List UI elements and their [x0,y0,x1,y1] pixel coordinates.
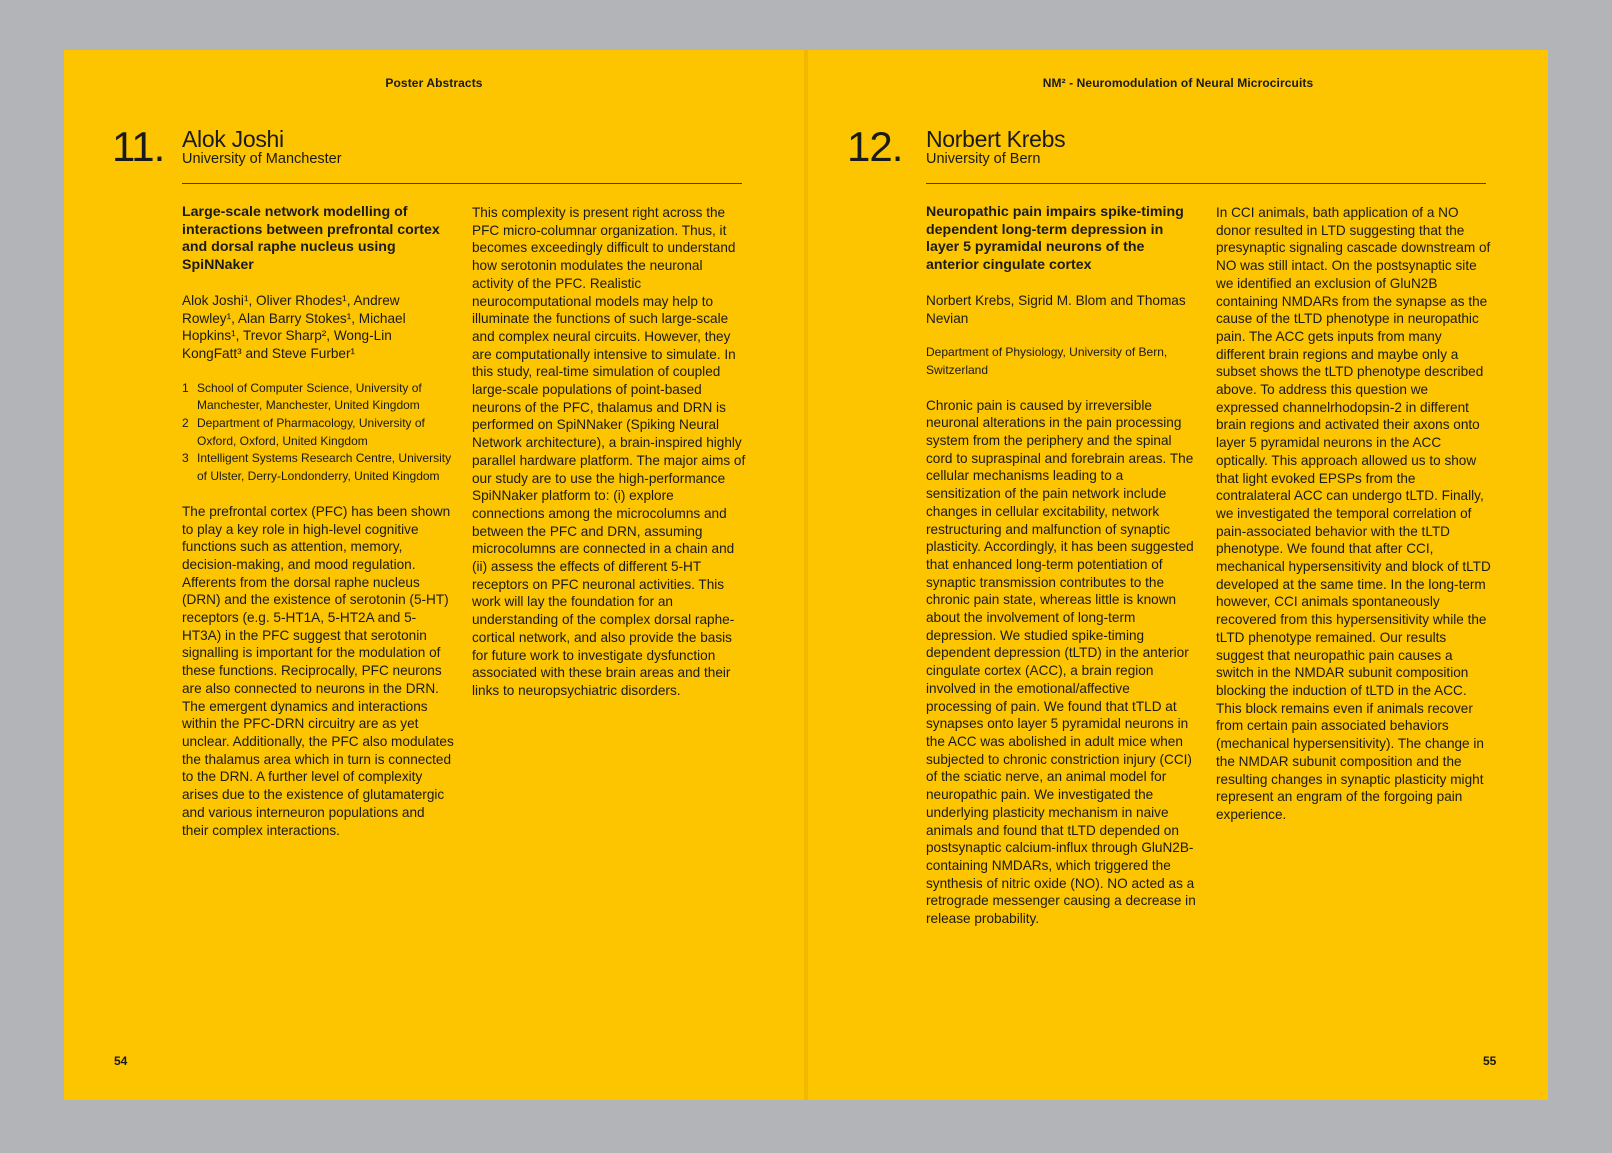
presenter-affiliation: University of Manchester [182,151,342,167]
abstract-body: The prefrontal cortex (PFC) has been shown to play a key role in high-level cognitive functions such as attention, memory, decision-making, and mood regulation. Afferents from the dorsal raphe nucleus (DRN) and the existence of serotonin (5-HT) receptors (e.g. 5-HT1A, 5-HT2A and 5-HT3A) in the PFC suggest that serotonin signalling is important for the modulation of these functions. Reciprocally, PFC neurons are also connected to neurons in the DRN. The emergent dynamics and interactions within the PFC-DRN circuitry are as yet unclear. Additionally, the PFC also modulates the thalamus area which in turn is connected to the DRN. A further level of complexity arises due to the existence of glutamatergic and various interneuron populations and their complex interactions. [182,503,454,838]
affiliation-item: 3 Intelligent Systems Research Centre, University of Ulster, Derry-Londonderry, United Kingdom [182,451,452,484]
presenter-name: Alok Joshi [182,126,284,152]
left-column-2 [472,204,747,700]
affiliation-item: 1 School of Computer Science, University of Manchester, Manchester, United Kingdom [182,380,422,413]
abstract-body-continued: This complexity is present right across the PFC micro-columnar organization. Thus, it becomes exceedingly difficult to understand how serotonin modulates the neuronal activity of the PFC. Realistic neurocomputational models may help to illuminate the functions of such large-scale and complex neural circuits. However, they are computationally intensive to simulate. In this study, real-time simulation of coupled large-scale populations of point-based neurons of the PFC, thalamus and DRN is performed on SpiNNaker (Spiking Neural Network architecture), a brain-inspired highly parallel hardware platform. The major aims of our study are to use the high-performance SpiNNaker platform to: (i) explore connections among the microcolumns and between the PFC and DRN, assuming microcolumns are connected in a chain and (ii) assess the effects of different 5-HT receptors on PFC neuronal activities. This work will lay the foundation for an understanding of the complex dorsal raphe- cortical network, and also provide the basis for future work to investigate dysfunction associated with these brain areas and their links to neuropsychiatric disorders. [472,205,746,698]
running-head: NM² - Neuromodulation of Neural Microcircuits [1042,76,1314,90]
affiliation-item: 2 Department of Pharmacology, University of Oxford, Oxford, United Kingdom [182,416,425,448]
page-number-right: 55 [1483,1054,1497,1068]
header-rule [182,183,742,184]
affiliation-list [182,380,454,486]
presenter-affiliation: University of Bern [926,151,1041,167]
author-list: Alok Joshi¹, Oliver Rhodes¹, Andrew Rowley¹, Alan Barry Stokes¹, Michael Hopkins¹, Trevor Sharp², Wong-Lin KongFatt³ and Steve Furber¹ [182,292,406,361]
running-head: Poster Abstracts [385,76,483,90]
abstract-body-continued: In CCI animals, bath application of a NO donor resulted in LTD suggesting that the presynaptic signaling cascade downstream of NO was still intact. On the postsynaptic site we identified an exclusion of GluN2B containing NMDARs from the synapse as the cause of the tLTD phenotype in neuropathic pain. The ACC gets inputs from many different brain regions and maybe only a subset shows the tLTD phenotype described above. To address this question we expressed channelrhodopsin-2 in different brain regions and activated their axons onto layer 5 pyramidal neurons in the ACC optically. This approach allowed us to show that light evoked EPSPs from the contralateral ACC can undergo tLTD. Finally, we investigated the temporal correlation of pain-associated behavior with the tLTD phenotype. We found that after CCI, mechanical hypersensitivity and block of tLTD developed at the same time. In the long-term however, CCI animals spontaneously recovered from this hypersensitivity while the tLTD phenotype remained. Our results suggest that neuropathic pain causes a switch in the NMDAR subunit composition blocking the induction of tLTD in the ACC. This block remains even if animals recover from certain pain associated behaviors (mechanical hypersensitivity). The change in the NMDAR subunit composition and the resulting changes in synaptic plasticity might represent an engram of the forgoing pain experience. [1216,205,1491,822]
abstract-number: 11. [112,123,165,170]
right-column-2 [1216,204,1491,824]
abstract-title: Neuropathic pain impairs spike-timing dependent long-term depression in layer 5 pyramidal neurons of the anterior cingulate cortex [926,204,1184,274]
author-list: Norbert Krebs, Sigrid M. Blom and Thomas Nevian [926,292,1186,326]
left-page [64,50,804,1100]
abstract-number: 12. [847,123,903,170]
presenter-name: Norbert Krebs [926,126,1066,152]
left-column-1 [182,204,454,839]
department: Department of Physiology, University of Bern, Switzerland [926,345,1168,377]
header-rule [926,183,1486,184]
page-number-left: 54 [114,1054,128,1068]
right-column-1 [926,204,1198,928]
abstract-body: Chronic pain is caused by irreversible neuronal alterations in the pain processing system from the periphery and the spinal cord to supraspinal and forebrain areas. The cellular mechanisms leading to a sensitization of the pain network include changes in cellular excitability, network restructuring and malfunction of synaptic plasticity. Accordingly, it has been suggested that enhanced long-term potentiation of synaptic transmission contributes to the chronic pain state, whereas little is known about the involvement of long-term depression. We studied spike-timing dependent depression (tLTD) in the anterior cingulate cortex (ACC), a brain region involved in the emotional/affective processing of pain. We found that tTLD at synapses onto layer 5 pyramidal neurons in the ACC was abolished in adult mice when subjected to chronic constriction injury (CCI) of the sciatic nerve, an animal model for neuropathic pain. We investigated the underlying plasticity mechanism in naive animals and found that tLTD depended on postsynaptic calcium-influx through GluN2B-containing NMDARs, which triggered the synthesis of nitric oxide (NO). NO acted as a retrograde messenger causing a decrease in release probability. [926,397,1196,927]
abstract-title: Large-scale network modelling of interactions between prefrontal cortex and dorsal raphe nucleus using SpiNNaker [182,204,440,274]
right-page [808,50,1548,1100]
